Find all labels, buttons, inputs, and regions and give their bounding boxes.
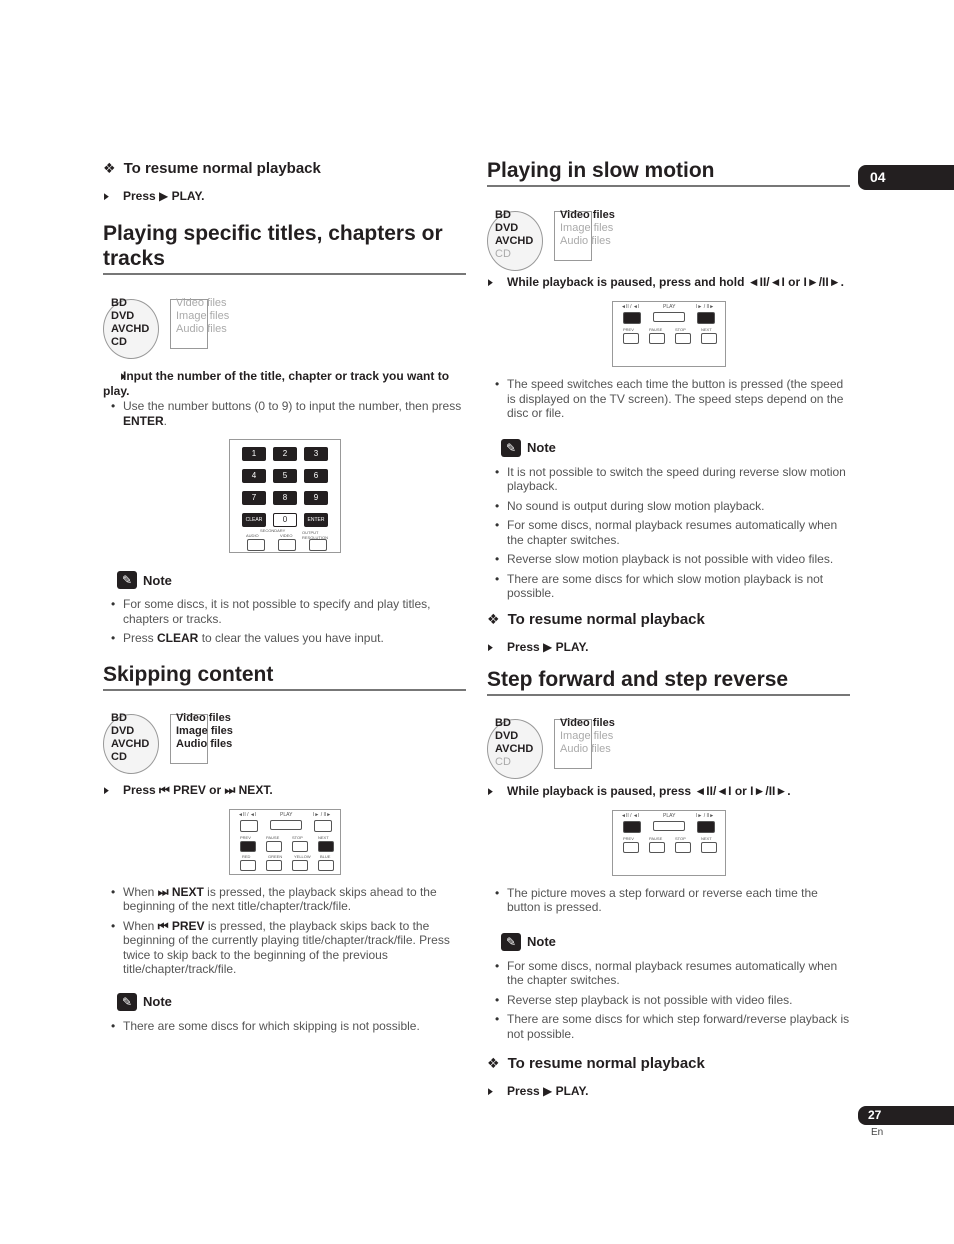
remote-label: BLUE	[320, 853, 331, 859]
note-item: • There are some discs for which skipping is not possible.	[103, 1019, 466, 1034]
file-video: Video files	[560, 716, 615, 729]
resume-heading	[487, 611, 850, 628]
diamond-icon: ❖	[487, 1055, 500, 1071]
disc-avchd: AVCHD	[111, 323, 150, 335]
play-button	[653, 821, 685, 831]
remote-label: RED	[242, 853, 251, 859]
remote-label: ◄II / ◄I	[621, 304, 640, 310]
resume-step: ▶ Press ▶ PLAY.	[487, 1084, 850, 1099]
disc-bd: BD	[111, 711, 127, 724]
disc-bd: BD	[495, 209, 511, 221]
file-audio: Audio files	[176, 323, 227, 335]
remote-label: NEXT	[701, 835, 712, 841]
resume-step: ▶ Press ▶ PLAY.	[103, 189, 466, 204]
yellow-button	[292, 860, 308, 871]
file-types	[176, 297, 229, 336]
prev-button	[623, 333, 639, 344]
disc-dvd: DVD	[495, 729, 519, 742]
file-image: Image files	[560, 222, 614, 234]
disc-bd: BD	[495, 716, 511, 729]
stop-button	[292, 841, 308, 852]
keypad-label: OUTPUT RESOLUTION	[302, 530, 329, 540]
disc-cd: CD	[495, 248, 511, 260]
section-title-skipping: Skipping content	[103, 662, 466, 691]
play-button	[270, 820, 302, 830]
note-item: • For some discs, it is not possible to specify and play titles, chapters or tracks.	[103, 597, 466, 626]
step-forward-button	[697, 312, 715, 324]
keypad-illustration	[229, 439, 341, 553]
note-title: Note	[143, 994, 172, 1009]
note-item: • There are some discs for which step forward/reverse playback is not possible.	[487, 1012, 850, 1041]
file-video: Video files	[176, 297, 227, 309]
keypad-bottom-button	[247, 539, 265, 551]
disc-cd: CD	[111, 336, 127, 348]
chapter-number: 04	[870, 169, 886, 185]
pause-button	[266, 841, 282, 852]
prev-button	[623, 842, 639, 853]
remote-label: PAUSE	[649, 835, 663, 841]
next-button	[701, 842, 717, 853]
diamond-icon: ❖	[103, 160, 116, 176]
pencil-icon: ✎	[117, 571, 137, 589]
prev-button	[240, 841, 256, 852]
file-audio: Audio files	[560, 742, 611, 755]
remote-label: NEXT	[318, 834, 329, 840]
page-language: En	[871, 1127, 884, 1138]
keypad-label: SECONDARY	[260, 528, 286, 533]
remote-label: STOP	[292, 834, 303, 840]
keypad-label: VIDEO	[280, 533, 293, 538]
keypad-label: AUDIO	[246, 533, 259, 538]
disc-icon	[103, 712, 155, 770]
disc-compat-badge	[487, 717, 850, 777]
note-item: • It is not possible to switch the speed during reverse slow motion playback.	[487, 465, 850, 494]
chapter-tab	[858, 165, 954, 190]
file-audio: Audio files	[176, 737, 233, 750]
file-video: Video files	[560, 209, 615, 221]
remote-label: ◄II / ◄I	[621, 812, 640, 819]
pause-button	[649, 842, 665, 853]
disc-cd: CD	[111, 750, 127, 763]
remote-label: PLAY	[663, 304, 676, 310]
file-types	[176, 712, 233, 751]
page-number-tab	[858, 1106, 954, 1125]
disc-compat-badge	[103, 712, 466, 772]
step-bullet: • The picture moves a step forward or reverse each time the button is pressed.	[487, 886, 850, 915]
remote-label: I► / II►	[313, 811, 332, 818]
resume-heading	[487, 1055, 850, 1072]
remote-label: GREEN	[268, 853, 283, 859]
remote-label: PAUSE	[649, 327, 663, 332]
remote-illustration-skip	[229, 809, 341, 875]
disc-dvd: DVD	[111, 724, 135, 737]
note-item: • Reverse step playback is not possible with video files.	[487, 993, 850, 1008]
remote-label: I► / II►	[696, 304, 715, 310]
note-item: • For some discs, normal playback resumes automatically when the chapter switches.	[487, 518, 850, 547]
remote-label: NEXT	[701, 327, 712, 332]
right-column	[487, 158, 850, 1099]
next-button	[318, 841, 334, 852]
remote-label: ◄II / ◄I	[238, 811, 257, 818]
remote-label: PREV	[623, 835, 634, 841]
disc-avchd: AVCHD	[111, 737, 150, 750]
green-button	[266, 860, 282, 871]
resume-heading-text: To resume normal playback	[123, 160, 321, 177]
keypad-key-9: 9	[304, 491, 328, 505]
note-item: • Press CLEAR to clear the values you have input.	[103, 631, 466, 646]
remote-illustration-slow	[612, 301, 726, 367]
disc-cd: CD	[495, 755, 511, 768]
keypad-key-1: 1	[242, 447, 266, 461]
disc-compat-badge	[487, 209, 850, 269]
skip-bullet-next: • When ⏭ NEXT is pressed, the playback skips ahead to the beginning of the next title/chapter/track/file.	[103, 885, 466, 914]
section-title-slow: Playing in slow motion	[487, 158, 850, 187]
file-image: Image files	[176, 310, 230, 322]
disc-dvd: DVD	[111, 310, 135, 322]
section-title-step: Step forward and step reverse	[487, 667, 850, 696]
file-image: Image files	[176, 724, 233, 737]
remote-label: PAUSE	[266, 834, 280, 840]
disc-icon	[487, 717, 539, 775]
keypad-key-5: 5	[273, 469, 297, 483]
page-number: 27	[868, 1108, 882, 1122]
disc-compat-badge	[103, 297, 466, 357]
pencil-icon: ✎	[117, 993, 137, 1011]
note-title: Note	[143, 572, 172, 588]
keypad-bottom-button	[278, 539, 296, 551]
disc-icon	[487, 209, 539, 267]
remote-label: PREV	[623, 327, 634, 332]
blue-button	[318, 860, 334, 871]
stop-button	[675, 842, 691, 853]
slow-step: ▶ While playback is paused, press and hold ◄II/◄I or I►/II►.	[487, 275, 850, 290]
note-heading	[501, 439, 850, 457]
remote-label: YELLOW	[294, 853, 311, 859]
skip-bullet-prev: • When ⏮ PREV is pressed, the playback skips back to the beginning of the currently playing title/chapter/track/file. Press twice to skip back to the beginning of the previous title/chapter/track/file.	[103, 919, 466, 977]
keypad-key-4: 4	[242, 469, 266, 483]
resume-heading-text: To resume normal playback	[507, 610, 705, 628]
note-heading	[501, 933, 850, 951]
remote-label: PLAY	[280, 811, 293, 818]
step-reverse-button	[240, 820, 258, 832]
remote-label: PREV	[240, 834, 251, 840]
diamond-icon: ❖	[487, 610, 500, 627]
pause-button	[649, 333, 665, 344]
file-types	[560, 717, 615, 756]
file-types	[560, 209, 615, 248]
stop-button	[675, 333, 691, 344]
step-reverse-button	[623, 821, 641, 833]
skip-step: ▶ Press ⏮ PREV or ⏭ NEXT.	[103, 783, 466, 798]
note-item: • Reverse slow motion playback is not possible with video files.	[487, 552, 850, 567]
file-video: Video files	[176, 711, 231, 724]
pencil-icon: ✎	[501, 439, 521, 457]
left-column	[103, 160, 466, 1038]
resume-heading-text: To resume normal playback	[507, 1055, 705, 1072]
note-title: Note	[527, 440, 556, 455]
disc-icon	[103, 297, 155, 355]
step-reverse-button	[623, 312, 641, 324]
input-number-bullet: • Use the number buttons (0 to 9) to input the number, then press ENTER.	[103, 399, 466, 428]
step-step: ▶ While playback is paused, press ◄II/◄I or I►/II►.	[487, 784, 850, 799]
section-title-specific: Playing specific titles, chapters or tracks	[103, 221, 466, 275]
red-button	[240, 860, 256, 871]
keypad-key-6: 6	[304, 469, 328, 483]
disc-dvd: DVD	[495, 222, 519, 234]
pencil-icon: ✎	[501, 933, 521, 951]
keypad-key-0: 0	[273, 513, 297, 527]
keypad-key-8: 8	[273, 491, 297, 505]
step-forward-button	[314, 820, 332, 832]
disc-bd: BD	[111, 297, 127, 309]
note-item: • For some discs, normal playback resumes automatically when the chapter switches.	[487, 959, 850, 988]
remote-label: I► / II►	[696, 812, 715, 819]
remote-label: STOP	[675, 327, 686, 332]
next-button	[701, 333, 717, 344]
remote-label: STOP	[675, 835, 686, 841]
file-image: Image files	[560, 729, 614, 742]
keypad-key-clear: CLEAR	[242, 513, 266, 527]
slow-bullet: • The speed switches each time the button is pressed (the speed is displayed on the TV screen). The speed steps depend on the disc or file.	[487, 377, 850, 421]
file-audio: Audio files	[560, 235, 611, 247]
input-number-step: ▶ Input the number of the title, chapter or track you want to play.	[103, 369, 466, 399]
keypad-key-enter: ENTER	[304, 513, 328, 527]
step-forward-button	[697, 821, 715, 833]
remote-illustration-step	[612, 810, 726, 876]
remote-label: PLAY	[663, 812, 676, 819]
note-heading	[117, 571, 466, 589]
disc-avchd: AVCHD	[495, 235, 534, 247]
disc-avchd: AVCHD	[495, 742, 534, 755]
note-item: • No sound is output during slow motion playback.	[487, 499, 850, 514]
note-title: Note	[527, 934, 556, 949]
keypad-key-7: 7	[242, 491, 266, 505]
resume-heading	[103, 160, 466, 177]
note-item: • There are some discs for which slow motion playback is not possible.	[487, 572, 850, 601]
play-button	[653, 312, 685, 322]
keypad-bottom-button	[309, 539, 327, 551]
note-heading	[117, 993, 466, 1011]
keypad-key-2: 2	[273, 447, 297, 461]
resume-step: ▶ Press ▶ PLAY.	[487, 640, 850, 655]
keypad-key-3: 3	[304, 447, 328, 461]
